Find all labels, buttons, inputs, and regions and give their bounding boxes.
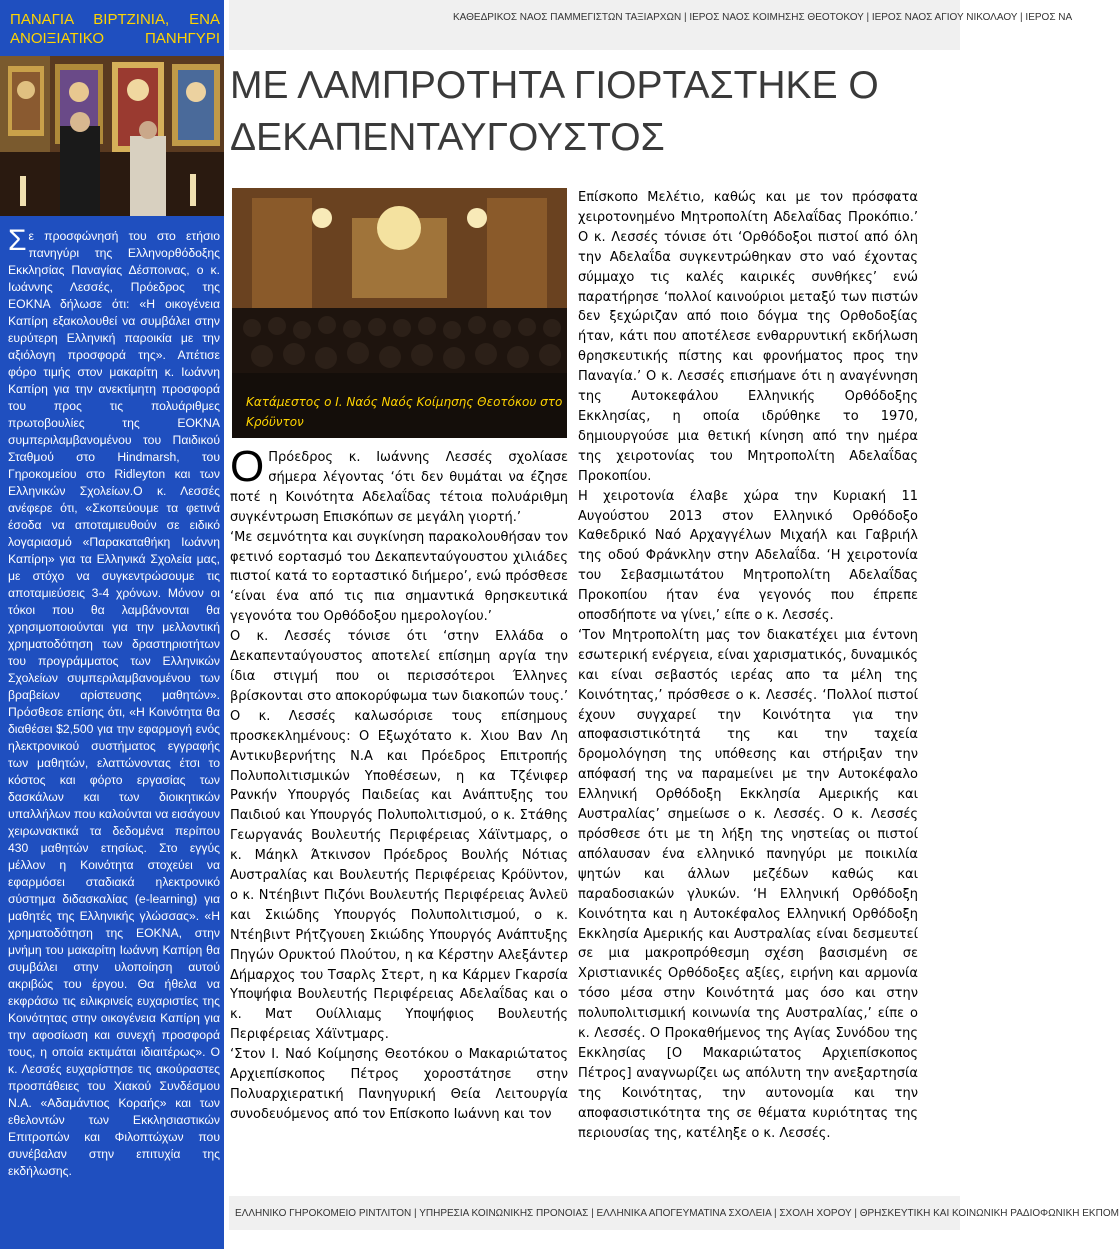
article-right-column [578, 188, 918, 1144]
photo-caption: Κατάμεστος ο Ι. Ναός Ναός Κοίμησης Θεοτόκου στο Κρόϋντον [246, 395, 563, 429]
bottom-banner [229, 1196, 1119, 1230]
paragraph-text: Πρόεδρος κ. Ιωάννης Λεσσές σχολίασε σήμερα λέγοντας ‘ότι δεν θυμάται να έζησε ποτέ η Κοινότητα Αδελαΐδας τέτοια πολυάριθμη συγκέντρωση Επισκόπων σε μεγάλη γιορτή.’ [230, 450, 568, 525]
article-middle-column [230, 442, 568, 1125]
paragraph [230, 442, 568, 528]
paragraph: ‘Με σεμνότητα και συγκίνηση παρακολουθήσαν τον φετινό εορτασμό του Δεκαπενταύγουστου χιλιάδες πιστοί κατά το εορταστικό διήμερο’, ενώ πρόσθεσε ‘είναι ένα από τις πια σημαντικά θρησκευτικά γεγονότα του Ορθόδοξου ημερολογίου.’ [230, 529, 568, 625]
top-banner-text: ΚΑΘΕΔΡΙΚΟΣ ΝΑΟΣ ΠΑΜΜΕΓΙΣΤΩΝ ΤΑΞΙΑΡΧΩΝ | ΙΕΡΟΣ ΝΑΟΣ ΚΟΙΜΗΣΗΣ ΘΕΟΤΟΚΟΥ | ΙΕΡΟΣ ΝΑΟΣ ΑΓΙΟΥ ΝΙΚΟΛΑΟΥ | ΙΕΡΟΣ ΝΑ [453, 12, 1073, 23]
paragraph: ‘Τον Μητροπολίτη μας τον διακατέχει μια έντονη εσωτερική ενέργεια, είναι χαρισματικός, δυναμικός και είναι σεβαστός ιερέας απο τα μέλη της Κοινότητας,’ πρόσθεσε ο κ. Λεσσές. ‘Πολλοί πιστοί έχουν συγχαρεί την Κοινότητα για την αποφασιστικότητά της και την ταχεία δρομολόγηση της υπόθεσης και στήριξαν την απόφασή της να παραμείνει με την Αυτοκέφαλο Ελληνική Ορθόδοξη Εκκλησία Αμερικής και Αυστραλίας’ σημείωσε ο κ. Λεσσές. Ο κ. Λεσσές πρόσθεσε ότι με τη λήξη της νηστείας οι πιστοί απόλαυσαν ένα ελληνικό πανηγύρι με ποικιλία ψητών και άλλων μεζέδων καθώς και παραδοσιακών γλυκών. ‘Η Ελληνική Ορθόδοξη Κοινότητα και η Αυτοκέφαλος Ελληνική Ορθόδοξη Εκκλησία Αμερικής και Αυστραλίας είναι δεσμευτεί σε μια μακροπρόθεσμη σχέση βασισμένη σε Χριστιανικές Ορθόδοξες αξίες, ειρήνη και αρμονία τόσο μέσα στην Κοινότητά μας όσο και στην πολυπολιτισμική κοινωνία της Αυστραλίας,’ είπε ο κ. Λεσσές. Ο Προκαθήμενος της Αγίας Συνόδου της Εκκλησίας [Ο Μακαριώτατος Αρχιεπίσκοπος Πέτρος] αναγνωρίζει ως απόλυτη την ανεξαρτησία της Κοινότητας, την αυτονομία και την αποφασιστικότητα της σε θέματα κυριότητας της περιουσίας της, κατέληξε ο κ. Λεσσές. [578, 627, 918, 1141]
paragraph: Ο κ. Λεσσές τόνισε ότι ‘στην Ελλάδα ο Δεκαπενταύγουστος αποτελεί επίσημη αργία την ίδια στιγμή που οι περισσότεροι Έλληνες βρίσκονται στο αποκορύφωμα των διακοπών τους.’ Ο κ. Λεσσές καλωσόρισε τους επίσημους προσκεκλημένους: Ο Εξωχότατο κ. Χιου Βαν Λη Αντικυβερνήτης Ν.Α και Πρόεδρος Επιτροπής Πολυπολιτισμικών Υποθέσεων, η κα Τζένιφερ Ρανκήν Υπουργός Παιδείας και Ανάπτυξης του Παιδιού και Υπουργός Πολυπολιτισμού, ο κ. Στάθης Γεωργανάς Βουλευτής Περιφέρειας Χάϊντμαρς, ο κ. Μάηκλ Άτκινσον Πρόεδρος Βουλής Νότιας Αυστραλίας και Βουλευτής Περιφέρειας Κρόϋντον, ο κ. Ντέηβιντ Πιζόνι Βουλευτής Περιφέρειας Άνλεϋ και Σκιώδης Υπουργός Πολυπολιτισμού, ο κ. Ντέηβιντ Ρήτζγουεη Σκιώδης Υπουργός Ανάπτυξης Πηγών Ορυκτού Πλούτου, η κα Κέρστην Αλεξάντερ Δήμαρχος του Τσαρλς Στερτ, η κα Κάρμεν Γκαρσία Υποψήφια Βουλευτής Περιφέρειας Αδελαΐδας και ο κ. Ματ Ουίλλιαμς Υποψήφιος Βουλευτής Περιφέρειας Χάϊντμαρς. [230, 629, 568, 1043]
paragraph: ‘Στον Ι. Ναό Κοίμησης Θεοτόκου ο Μακαριώτατος Αρχιεπίσκοπος Πέτρος χοροστάτησε στην Πολυαρχιερατική Πανηγυρική Θεία Λειτουργία συνοδευόμενος από τον Επίσκοπο Ιωάννη και τον [230, 1047, 568, 1122]
sidebar-article [8, 224, 220, 1180]
article-dropcap: Ο [230, 442, 265, 491]
sidebar-title: ΠΑΝΑΓΙΑ ΒΙΡΤΖΙΝΙΑ, ΕΝΑ ΑΝΟΙΞΙΑΤΙΚΟ ΠΑΝΗΓΥΡΙ [10, 11, 220, 47]
sidebar-article-body: ε προσφώνησή του στο ετήσιο πανηγύρι της Ελληνορθόδοξης Εκκλησίας Παναγίας Δέσποινας, ο κ. Ιωάννης Λεσσές, Πρόεδρος της ΕΟΚΝΑ δήλωσε ότι: «Η οικογένεια Καπίρη εξακολουθεί να συμβάλει στην ευρύτερη Ελληνική παροικία με την αξιόλογη προσφορά της». Απέτισε φόρο τιμής στον μακαρίτη κ. Ιωάννη Καπίρη για την ανεκτίμητη προσφορά του προς τις πολυάριθμες πρωτοβουλίες της ΕΟΚΝΑ συμπεριλαμβανομένου του Παιδικού Σταθμού στο Hindmarsh, του Γηροκομείου στο Ridleyton και των Ελληνικών Σχολείων.Ο κ. Λεσσές ανέφερε ότι, «Σκοπεύουμε τα φετινά έσοδα να αποταμιευθούν σε ειδικό λογαριασμό «Παρακαταθήκη Ιωάννη Καπίρη» για τα Ελληνικά Σχολεία μας, με στόχο να συγκεντρώσουμε τις αποταμιεύσεις 3-4 χρόνων. Μόνον οι τόκοι που θα λαμβάνονται θα χρησιμοποιούνται για την μελλοντική χρηματοδότηση των δραστηριοτήτων του προγράμματος των Ελληνικών Σχολείων συμπεριλαμβανομένου των βραβείων αρίστευσης μαθητών». Πρόσθεσε επίσης ότι, «Η Κοινότητα θα διαθέσει $2,500 για την εφαρμογή ενός ηλεκτρονικού συστήματος εγγραφής των μαθητών, ελαττώνοντας έτσι το κόστος και φόρτο εργασίας των δασκάλων και των διοικητικών υπαλλήλων που καλούνται να εισάγουν χειρωνακτικά τα δεδομένα περίπου 430 μαθητών ετησίως. Στο εγγύς μέλλον η Κοινότητα στοχεύει να εφαρμόσει σταδιακά ηλεκτρονικό σύστημα διδασκαλίας (e-learning) για μαθητές της Ελληνικής γλώσσας». «Η χρηματοδότηση της ΕΟΚΝΑ, στην μνήμη του μακαρίτη Ιωάννη Καπίρη θα συμβάλει στην υλοποίηση αυτού ακριβώς του έργου. Θα ήθελα να εκφράσω τις ειλικρινείς ευχαριστίες της Κοινότητας στην οικογένεια Καπίρη για την αφοσίωση και συνεχή προσφορά τους, η οποία εκτιμάται ιδιαιτέρως». Ο κ. Λεσσές ευχαρίστησε τις ακούραστες προσπάθειες του Χιακού Συνδέσμου Ν.Α. «Αδαμάντιος Κοραής» και των εθελοντών των Εκκλησιαστικών Επιτροπών και Φιλοπτώχων που συνέβαλαν στην επιτυχία της εκδήλωσης. [8, 229, 220, 1178]
bottom-banner-text: ΕΛΛΗΝΙΚΟ ΓΗΡΟΚΟΜΕΙΟ ΡΙΝΤΛΙΤΟΝ | ΥΠΗΡΕΣΙΑ ΚΟΙΝΩΝΙΚΗΣ ΠΡΟΝΟΙΑΣ | ΕΛΛΗΝΙΚΑ ΑΠΟΓΕΥΜΑΤΙΝΑ ΣΧΟΛΕΙΑ | ΣΧΟΛΗ ΧΟΡΟΥ | ΘΡΗΣΚΕΥΤΙΚΗ ΚΑΙ ΚΟΙΝΩΝΙΚΗ ΡΑΔΙΟΦΩΝΙΚΗ ΕΚΠΟΜ [235, 1208, 1119, 1219]
church-interior-photo [0, 56, 224, 216]
top-banner [229, 0, 1073, 50]
sidebar-dropcap: Σ [8, 224, 27, 257]
paragraph: Η χειροτονία έλαβε χώρα την Κυριακή 11 Αυγούστου 2013 στον Ελληνικό Ορθόδοξο Καθεδρικό Ναό Αρχαγγέλων Μιχαήλ και Γαβριήλ της οδού Φράνκλην στην Αδελαΐδα. ‘Η χειροτονία του Σεβασμιωτάτου Μητροπολίτη Αδελαΐδας Προκοπίου ήταν ένα γεγονός που έπρεπε οποσδήποτε να γίνει,’ είπε ο κ. Λεσσές. [578, 488, 918, 624]
headline: ΜΕ ΛΑΜΠΡΟΤΗΤΑ ΓΙΟΡΤΑΣΤΗΚΕ Ο ΔΕΚΑΠΕΝΤΑΥΓΟΥΣΤΟΣ [230, 64, 879, 159]
paragraph: Επίσκοπο Μελέτιο, καθώς και με τον πρόσφατα χειροτονημένο Μητροπολίτη Αδελαΐδας Προκόπιο.’ Ο κ. Λεσσές τόνισε ότι ‘Ορθόδοξοι πιστοί από όλη την Αδελαΐδα συγκεντρώθηκαν στο ναό έχοντας σύμμαχο τις καλές καιρικές συνθήκες’ ενώ παρατήρησε ‘πολλοί καινούριοι μεταξύ των πιστών δεν ξεχώριζαν από ποιο δόγμα της Ορθοδοξίας ήταν, κάτι που αποτέλεσε ενθαρρυντική εκδήλωση θρησκευτικής πίστης και φρονήματος προς την Παναγία.’ Ο κ. Λεσσές επισήμανε ότι η αναγέννηση της Αυτοκεφάλου Ελληνικής Ορθόδοξης Εκκλησίας, η οποία ιδρύθηκε το 1970, δημιουργούσε μια θετική κίνηση από την ημέρα της χειροτονίας του Μητροπολίτη Αδελαΐδας Προκοπίου. [578, 190, 918, 484]
sidebar [0, 0, 224, 1249]
